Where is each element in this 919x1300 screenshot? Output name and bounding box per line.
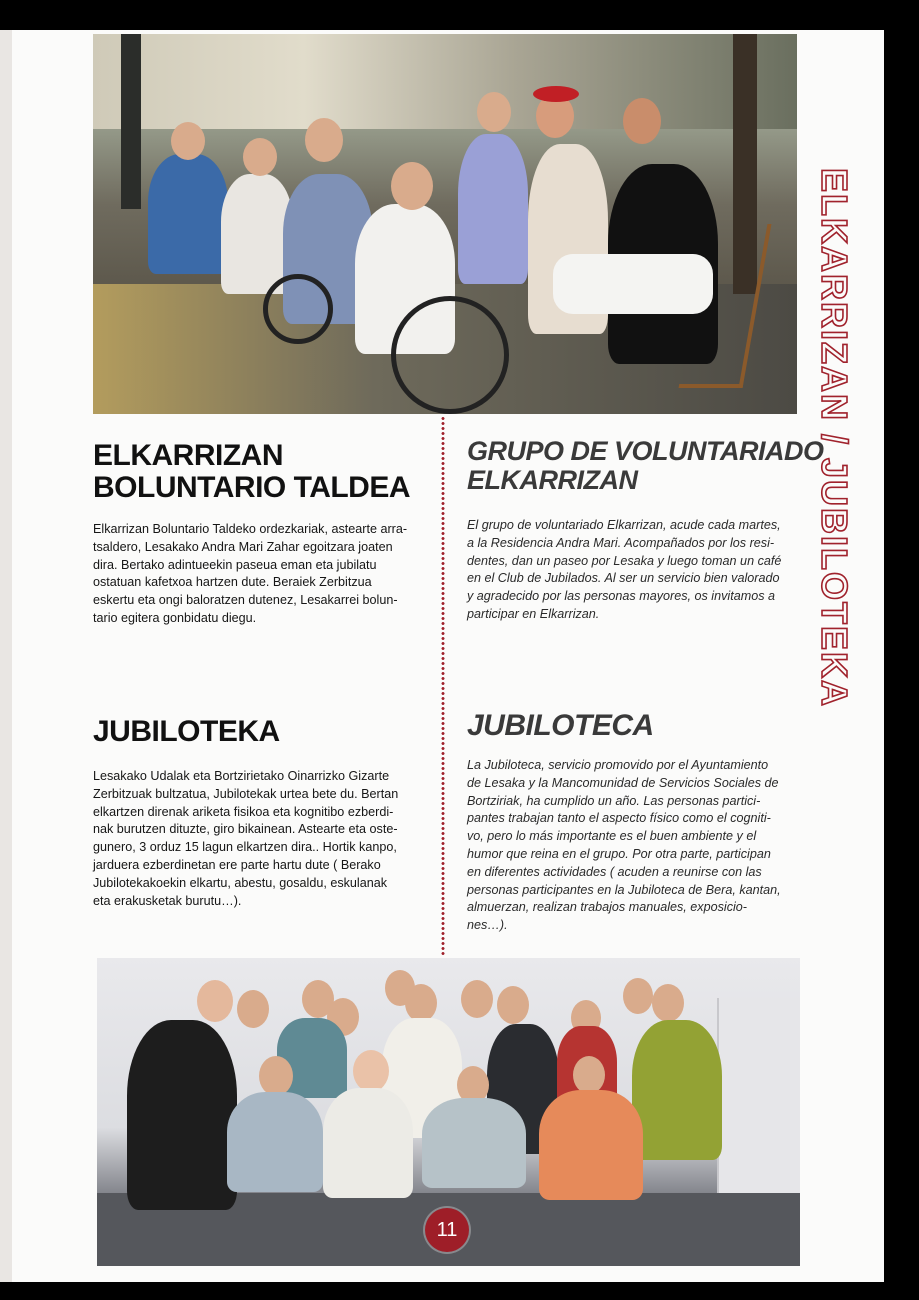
text-line: de Lesaka y la Mancomunidad de Servicios Sociales de [467, 775, 779, 790]
text-line: pantes trabajan tanto el aspecto físico como el cogniti- [467, 811, 771, 826]
person-head [623, 978, 653, 1014]
person-head [391, 162, 433, 210]
person-figure [458, 134, 528, 284]
text-line: Zerbitzuak bultzatua, Jubilotekak urtea bete du. Bertan [93, 786, 399, 801]
text-line: y agradecido por las personas mayores, os invitamos a [467, 589, 775, 604]
page-left-strip [0, 30, 12, 1282]
spanish-title-2 [467, 710, 654, 742]
text-line: Lesakako Udalak eta Bortzirietako Oinarrizko Gizarte [93, 769, 390, 783]
photo-background-wall [93, 34, 797, 129]
person-figure [227, 1092, 323, 1192]
text-line: jarduera ezberdinetan ere parte hartu dute ( Berako [93, 857, 381, 872]
lamp-post [121, 34, 141, 209]
basque-title-2 [93, 716, 280, 748]
text-line: ostatuan kafetxoa hartzen dute. Beraiek Zerbitzua [93, 575, 372, 590]
person-head [237, 990, 269, 1028]
basque-title-1 [93, 440, 410, 505]
text-line: Jubilotekakoekin elkartu, abestu, gosaldu, eskulanak [93, 875, 388, 890]
text-line: a la Residencia Andra Mari. Acompañados por los resi- [467, 535, 775, 550]
text-line: personas participantes en la Jubiloteca de Bera, kantan, [467, 882, 781, 897]
person-head [573, 1056, 605, 1094]
title-line: JUBILOTEKA [93, 715, 280, 748]
title-line: GRUPO DE VOLUNTARIADO [467, 436, 824, 466]
text-line: La Jubiloteca, servicio promovido por el Ayuntamiento [467, 758, 769, 772]
person-head [405, 984, 437, 1022]
text-line: dira. Bertako adintueekin paseua eman eta jubilatu [93, 557, 377, 572]
wheelchair-wheel [263, 274, 333, 344]
person-figure [539, 1090, 643, 1200]
dotted-column-divider [441, 416, 445, 956]
text-line: Elkarrizan Boluntario Taldeko ordezkariak, astearte arra- [93, 522, 408, 536]
text-line: nak burutzen dituzte, giro bikainean. Astearte eta oste- [93, 822, 398, 837]
text-line: vo, pero lo más importante es el buen ambiente y el [467, 829, 757, 844]
person-head [623, 98, 661, 144]
person-head [652, 984, 684, 1022]
text-line: participar en Elkarrizan. [467, 606, 600, 621]
person-figure [127, 1020, 237, 1210]
person-figure [422, 1098, 526, 1188]
person-head [197, 980, 233, 1022]
title-line: ELKARRIZAN [93, 439, 283, 472]
white-trousers [553, 254, 713, 314]
text-line: El grupo de voluntariado Elkarrizan, acude cada martes, [467, 518, 781, 532]
person-figure [323, 1088, 413, 1198]
red-beret [533, 86, 579, 102]
wheelchair-wheel [391, 296, 509, 414]
text-line: en diferentes actividades ( acuden a reunirse con las [467, 864, 762, 879]
text-line: Bortziriak, ha cumplido un año. Las personas partici- [467, 793, 761, 808]
title-line: JUBILOTECA [467, 709, 654, 742]
person-head [497, 986, 529, 1024]
text-line: gunero, 3 orduz 15 lagun elkartzen dira.. Hortik kanpo, [93, 840, 397, 855]
person-figure [632, 1020, 722, 1160]
text-line: eta erakusketak burutu…). [93, 893, 242, 908]
person-head [171, 122, 205, 160]
text-line: nes…). [467, 918, 508, 933]
text-line: en el Club de Jubilados. Al ser un servicio bien valorado [467, 571, 780, 586]
side-title-text: ELKARRIZAN / JUBILOTEKA [814, 168, 855, 708]
text-line: eskertu eta ongi baloratzen dutenez, Lesakarrei bolun- [93, 593, 398, 608]
person-head [243, 138, 277, 176]
page-number-badge [425, 1208, 469, 1252]
text-line: tsaldero, Lesakako Andra Mari Zahar egoitzara joaten [93, 539, 393, 554]
basque-body-2 [93, 768, 423, 910]
page-number: 11 [436, 1218, 458, 1241]
text-line: almuerzan, realizan trabajos manuales, exposicio- [467, 900, 748, 915]
text-line: dentes, dan un paseo por Lesaka y luego toman un café [467, 553, 782, 568]
basque-body-1 [93, 521, 423, 628]
scan-right-edge [884, 30, 919, 1282]
person-head [259, 1056, 293, 1096]
spanish-title-1 [467, 437, 824, 495]
spanish-body-2 [467, 757, 797, 935]
text-line: elkartzen direnak ariketa fisikoa eta kognitibo ezberdi- [93, 804, 394, 819]
door [717, 998, 800, 1198]
title-line: ELKARRIZAN [467, 465, 638, 496]
text-line: tario egitera gonbidatu diegu. [93, 610, 257, 625]
person-figure [148, 154, 228, 274]
title-line: BOLUNTARIO TALDEA [93, 471, 411, 505]
person-head [477, 92, 511, 132]
person-head [353, 1050, 389, 1092]
spanish-body-1 [467, 517, 797, 624]
person-head [305, 118, 343, 162]
person-head [461, 980, 493, 1018]
text-line: humor que reina en el grupo. Por otra parte, participan [467, 846, 771, 861]
photo-volunteers-with-residents [93, 34, 797, 414]
